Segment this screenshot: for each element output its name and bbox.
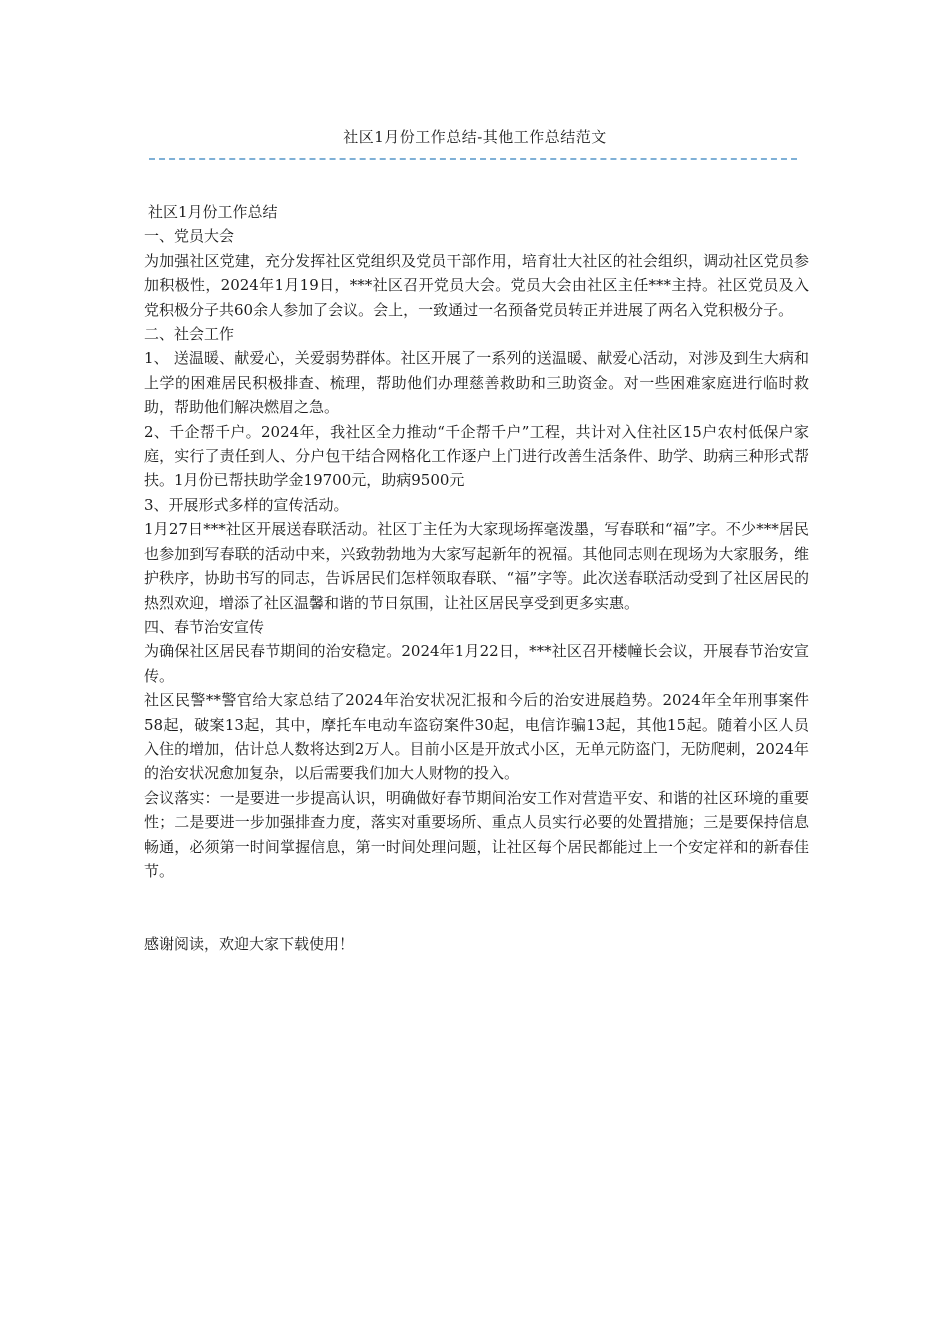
document-title: 社区1月份工作总结-其他工作总结范文 (343, 128, 607, 146)
document-body (144, 200, 809, 957)
document-subtitle: 社区1月份工作总结 (148, 203, 278, 221)
paragraph-police-report: 社区民警**警官给大家总结了2024年治安状况汇报和今后的治安进展趋势。2024年全年刑事案件58起，破案13起，其中，摩托车电动车盗窃案件30起，电信诈骗13起，其他15起。随着小区人员入住的增加，估计总人数将达到2万人。目前小区是开放式小区，无单元防盗门，无防爬刺，2024年的治安状况愈加复杂，以后需要我们加大人财物的投入。 (144, 691, 809, 783)
section-heading-security: 四、春节治安宣传 (144, 617, 265, 636)
closing-note: 感谢阅读，欢迎大家下载使用！ (144, 935, 355, 954)
section-heading-social-work: 二、社会工作 (144, 325, 235, 344)
paragraph-security-meeting: 为确保社区居民春节期间的治安稳定。2024年1月22日，***社区召开楼幢长会议，开展春节治安宣传。 (144, 642, 809, 685)
paragraph-spring-couplets: 1月27日***社区开展送春联活动。社区丁主任为大家现场挥毫泼墨，写春联和“福”字。不少***居民也参加到写春联的活动中来，兴致勃勃地为大家写起新年的祝福。其他同志则在现场为大家服务，维护秩序，协助书写的同志，告诉居民们怎样领取春联、“福”字等。此次送春联活动受到了社区居民的热烈欢迎，增添了社区温馨和谐的节日氛围，让社区居民享受到更多实惠。 (144, 520, 809, 612)
paragraph-warmth-care: 1、 送温暖、献爱心，关爱弱势群体。社区开展了一系列的送温暖、献爱心活动，对涉及到生大病和上学的困难居民积极排查、梳理，帮助他们办理慈善救助和三助资金。对一些困难家庭进行临时救助，帮助他们解决燃眉之急。 (144, 349, 809, 417)
blank-space (144, 883, 809, 932)
paragraph-enterprise-help: 2、千企帮千户。2024年，我社区全力推动“千企帮千户”工程，共计对入住社区15户农村低保户家庭，实行了责任到人、分户包干结合网格化工作逐户上门进行改善生活条件、助学、助病三种形式帮扶。1月份已帮扶助学金19700元，助病9500元 (144, 422, 809, 490)
paragraph-meeting-implementation: 会议落实：一是要进一步提高认识，明确做好春节期间治安工作对营造平安、和谐的社区环境的重要性；二是要进一步加强排查力度，落实对重要场所、重点人员实行必要的处置措施；三是要保持信息畅通，必须第一时间掌握信息，第一时间处理问题，让社区每个居民都能过上一个安定祥和的新春佳节。 (144, 788, 809, 880)
paragraph-party-meeting: 为加强社区党建，充分发挥社区党组织及党员干部作用，培育壮大社区的社会组织，调动社区党员参加积极性，2024年1月19日，***社区召开党员大会。党员大会由社区主任***主持。社区党员及入党积极分子共60余人参加了会议。会上，一致通过一名预备党员转正并进展了两名入党积极分子。 (144, 251, 809, 319)
section-heading-party-meeting: 一、党员大会 (144, 227, 235, 246)
paragraph-publicity-heading: 3、开展形式多样的宣传活动。 (144, 495, 349, 514)
title-divider (149, 158, 797, 160)
